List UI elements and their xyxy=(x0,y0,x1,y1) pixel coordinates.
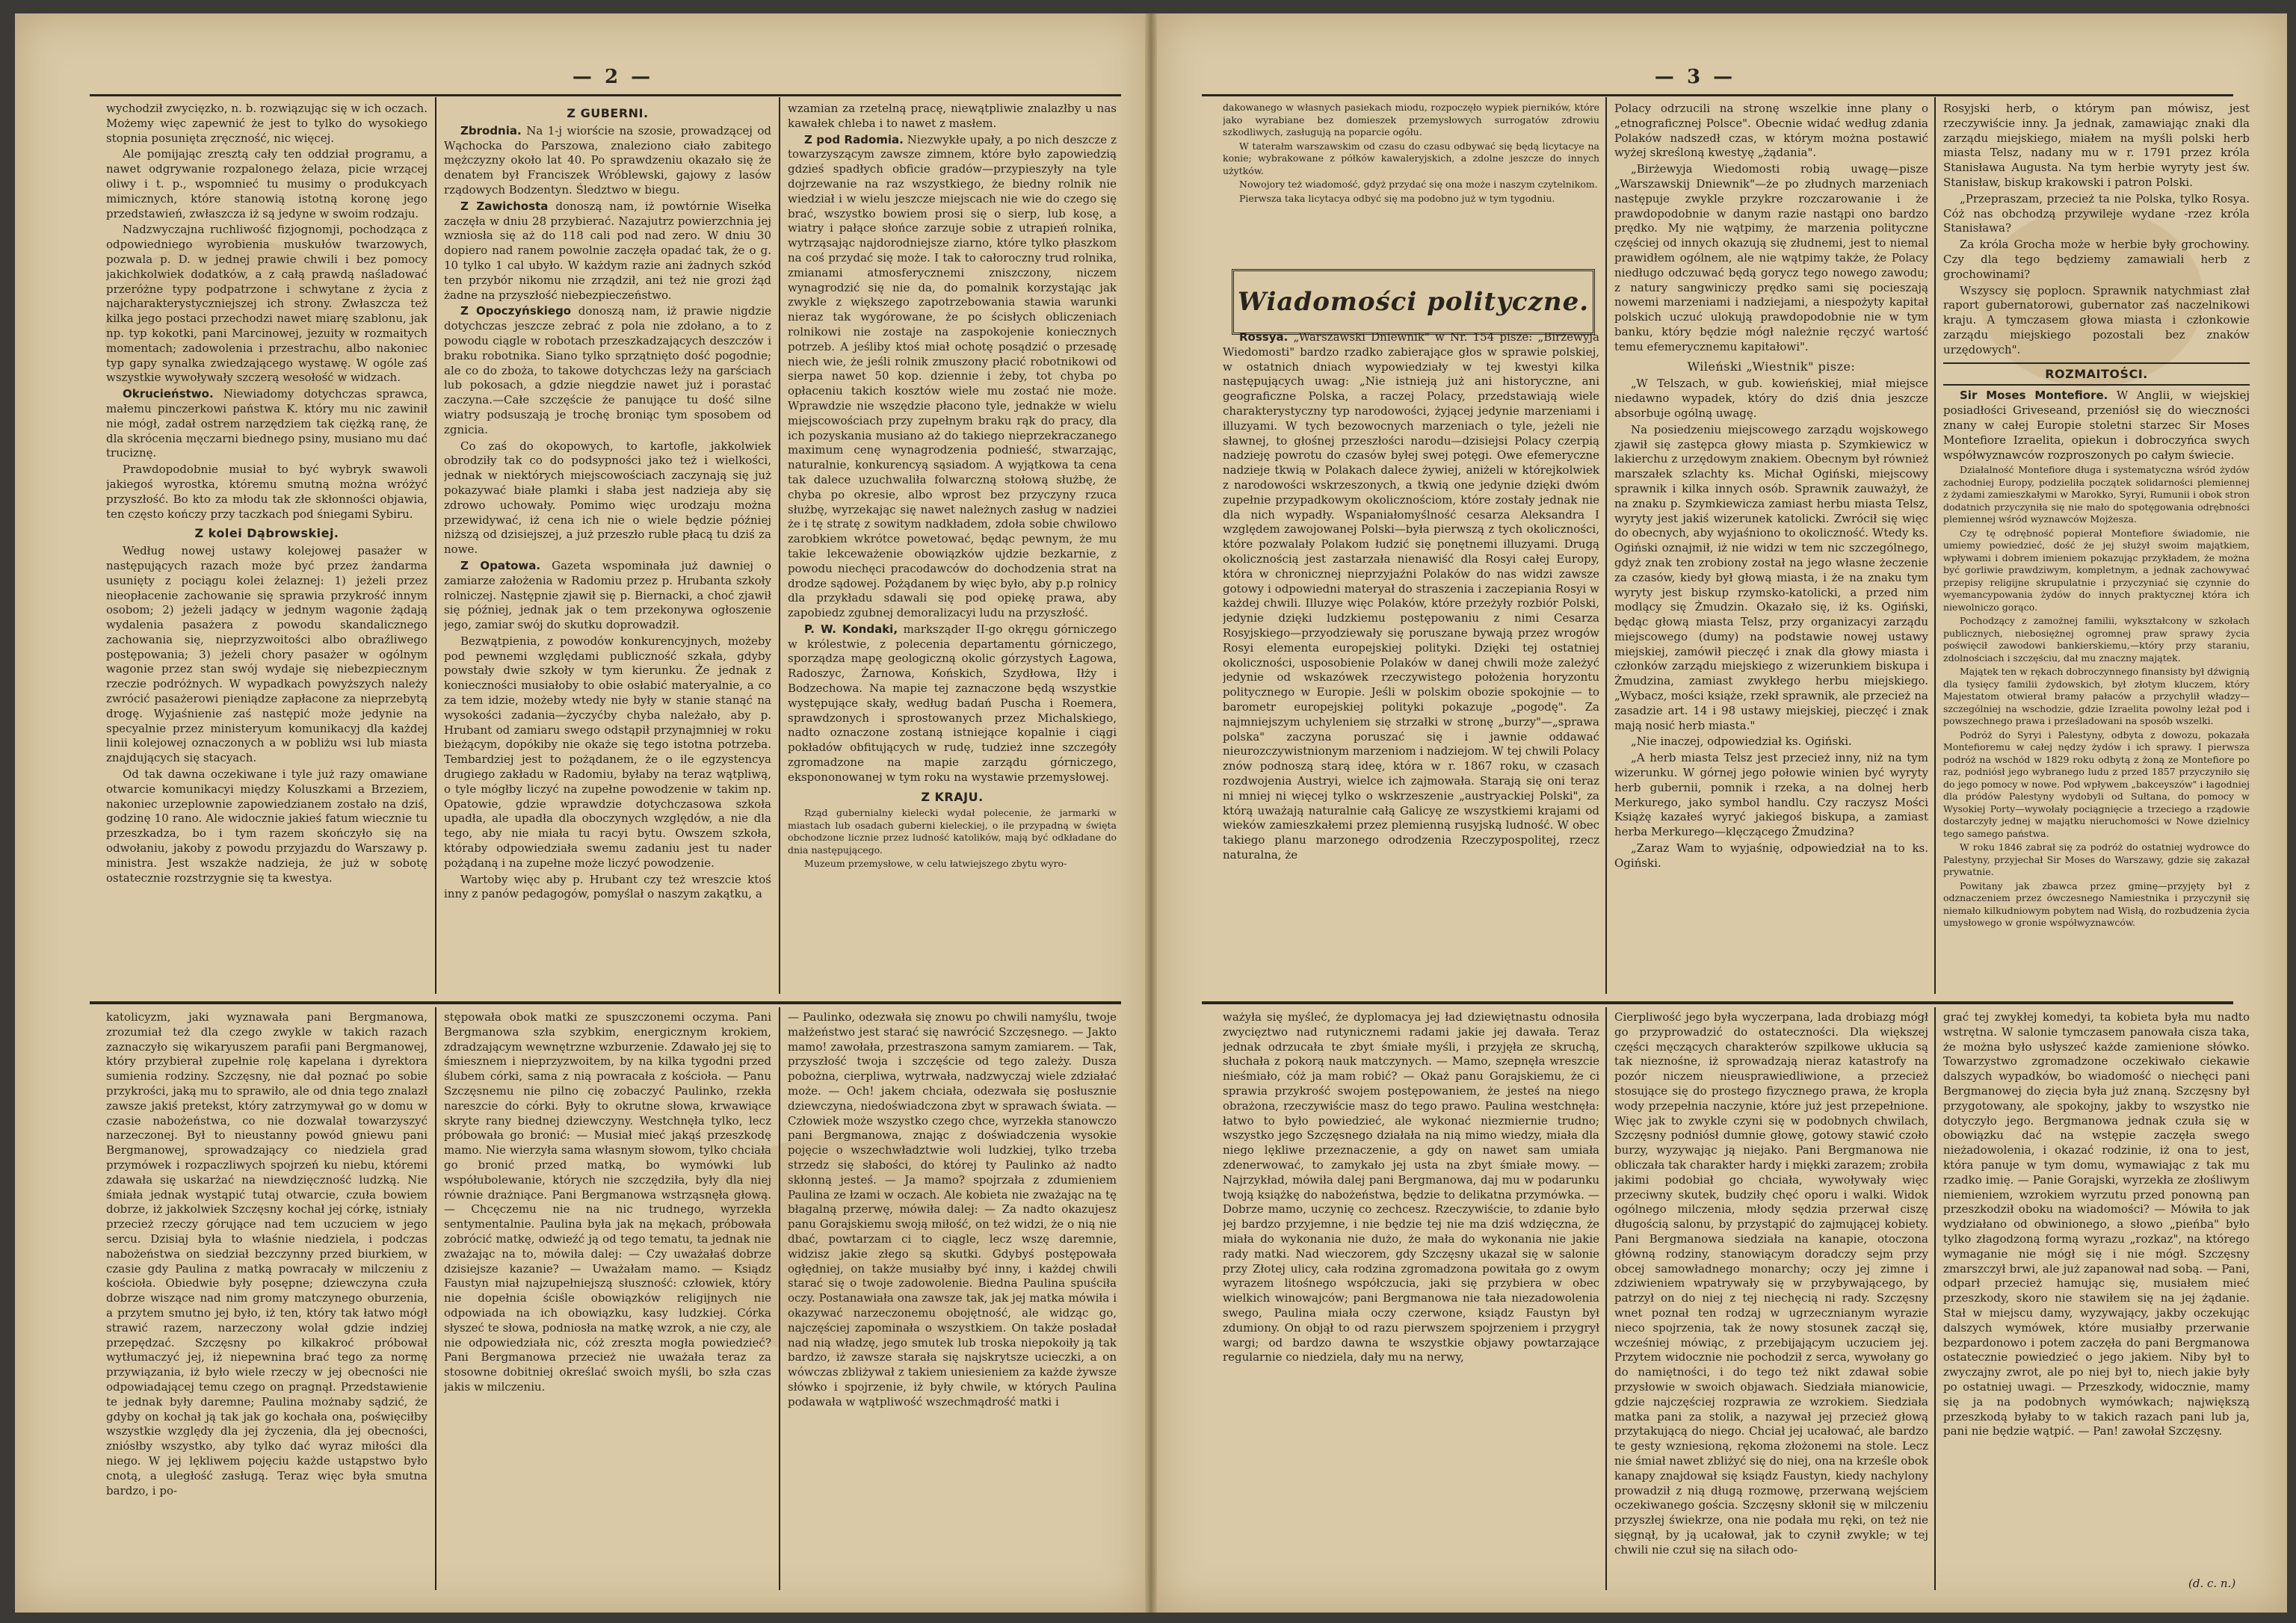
feuilleton-column-1 xyxy=(106,1010,428,1590)
paragraph: Działalność Montefiore długa i systematyczna wśród żydów zachodniej Europy, podzieliła początek solidarności plemiennej z żydami zamieszkałymi w Marokko, Syryi, Rumunii i obok stron dodatnich przyczyniła się nie mało do spotęgowania odrębności plemiennej wśród wyznawców Mojżesza. xyxy=(1943,464,2250,525)
column-rule xyxy=(1934,1007,1936,1590)
paragraph: Polacy odrzucili na stronę wszelkie inne plany o „etnograficznej Polsce". Obecnie widać według zdania Polaków nadszedł czas, w którym można postawić wyżej skreśloną kwestyę „żądania". xyxy=(1614,102,1928,160)
paragraph: Wartoby więc aby p. Hrubant czy też wreszcie ktoś inny z panów pedagogów, pomyślał o naszym zakątku, a xyxy=(444,872,771,901)
item-lead: Zbrodnia. xyxy=(460,123,522,137)
paragraph: Wszyscy się poplocn. Sprawnik natychmiast złał raport gubernatorowi, gubernator zaś naczelnikowi kraju. A tymczasem głowa miasta i członkowie zarządu miejskiego pozostali bez znaków urzędowych". xyxy=(1943,283,2250,356)
paragraph: „Przepraszam, przecież ta nie Polska, tylko Rosya. Cóż nas obchodzą przywileje wydane -rzez króla Stanisława? xyxy=(1943,191,2250,235)
paragraph: Ale pomijając zresztą cały ten oddział programu, a nawet odgrywanie rozpalonego żelaza, picie wrzącej oliwy i t. p., wspomnieć tu musimy o produkcyach mimicznych, które stanowią istotną koronę jego przedstawień, zwłaszcza iż są jedyne w swoim rodzaju. xyxy=(106,147,428,220)
column-1 xyxy=(1223,330,1599,995)
feuilleton-rule xyxy=(1202,1001,2233,1004)
section-heading: Z GUBERNI. xyxy=(567,106,649,120)
paragraph: — Paulinko, odezwała się znowu po chwili namyślu, twoje małżeństwo jest starać się nawrócić Szczęsnego. — Jakto mamo! zawołała, przestraszona samym zamiarem. — Tak, przyszłość twoja i szczęście od tego zależy. Dusza pobożna, cierpliwa, wytrwała, nadzwyczaj wiele zdziałać może. — Och! jakem chciała, odezwała się posłusznie dziewczyna, niedoświadczona zbyt w sprawach świata. — Człowiek może wszystko czego chce, wyrzekła stanowczo pani Bergmanowa, znając z doświadczenia wysokie pojęcie o wszechwładztwie woli ludzkiej, tylko trzeba strzedz się słabości, do której ty Paulinko aż nadto skłonną jesteś. — Ja mamo? spojrzała z zdumieniem Paulina ze łzami w oczach. Ale kobieta nie zważając na tę błagalną przerwę, mówiła dalej: — Za nadto okazujesz panu Gorajskiemu swoją miłość, on też widzi, że o nią nie dbać, powtarzam ci to ciągle, lecz wszę daremnie, widzisz jakie złego są skutki. Gdybyś postępowała ogłędniej, on także musiałby być inny, i każdej chwili starać się o twoje zadowolenie. Biedna Paulina spuściła oczy. Postanawiała ona zawsze tak, jak jej matka mówiła i okazywać narzeczonemu obojętność, ale widząc go, najczęściej zapominała o wszystkiem. On także posładał nad nią władzę, jego smutek lub troska niepokoiły ją tak bardzo, iż zawsze starała się najskrytsze ucieczki, a on wówczas zbliżywał z takiem uniesieniem za każde żywsze słówko i spojrzenie, iż były chwile, w których Paulina podawała w wątpliwość wszechmądrość matki i xyxy=(788,1010,1117,1409)
paragraph: Podróż do Syryi i Palestyny, odbyta z dowozu, pokazała Montefioremu w całej nędzy żydów i ich sprawy. I pierwsza podróż na wschód w 1829 roku odbytą z żoną ze Montefiore po raz, podniósł jego wybranego ludu z przed 1857 przyczyniło się do jego pomocy w nowe. Pod wpływem „bakceyszów" i łagodniej dla pródów Palestyny wydobyli od Sułtana, do pomocy w Wysokiej Porty—wywołały pociągnięcie a trzeciego a rządowie dostarczyły jednej w majątku nieruchomości w Nowe dzielnicy tego samego państwa. xyxy=(1943,729,2250,839)
news-item xyxy=(444,304,771,437)
feuilleton-column-2 xyxy=(444,1010,771,1590)
paragraph: Cierpliwość jego była wyczerpana, lada drobiazg mógł go przyprowadzić do ostateczności. Dla większej części męczących charakterów szpilkowe ukłucia są tak nieznośne, iż sprowadzają nieraz katastrofy na pozór niczem nieusprawiedliwione, a przecież stosujące się do prostego fizycznego prawa, że kropla wody przepełnia naczynie, które już jest przepełnione. Więc jak to zwykle czyni się w podobnych chwilach, Szczęsny podniósł dumnie głowę, gotowy stawić czoło burzy, wyzywając ją niejako. Pani Bergmanowa nie obliczała tak charakter hardy i miękki zarazem; zrobiła jakimi podobiał go chciała, wywoływały więc przeciwny skutek, budziły chęć oporu i walki. Widok ogólnego milczenia, młody sędzia przerwał ciszę długością salonu, by przystąpić do zajmującej kobiety. Pani Bergmanowa siedziała na kanapie, otoczona główną rodziny, stanowiącym doradczy sejm przy obcej samowładnego monarchy; oczy jej zimne i zdziwieniem wpatrywały się w przybywającego, by patrzył on do niej z tej niechęcią ni rady. Szczęsny wnet poznał ten rodzaj w ugrzecznianym wyrazie nieco spojrzenia, tak że nowy stosunek zaczął się, wcześniej mówiąc, z przebijającym uczuciem jej. Przytem widocznie nie pochodził z serca, wywołany go do namiętności, i do tego też nikt zdawał sobie przysłowie w swoich objawach. Siedziała mianowicie, gdzie najczęściej rozprawia ze wzrokiem. Siedziała matka pani za stolik, a nazywał jej przecież głową przytakującą do niego. Chciał jej ucałować, ale bardzo te gesty wzniesioną, rękoma złożonemi na stole. Lecz nie śmiał nawet zbliżyć się do niej, ona na krześle obok kanapy znajdował się ksiądz Faustyn, kiedy nachylony prowadził z nią długą rozmowę, przerwaną wejściem oczekiwanego gościa. Szczęsny skłonił się w milczeniu przyszłej świekrze, ona nie podała mu ręki, on też nie sięgnął, by ją ucałował, jak to czynił zwykle; w tej chwili nie czuł się na siłach odo- xyxy=(1614,1010,1928,1556)
section-heading: Z kolei Dąbrowskiej. xyxy=(194,526,339,541)
top-rule xyxy=(90,94,1121,96)
small-note: dakowanego w własnych pasiekach miodu, rozpoczęło wypiek pierników, które jako wyrabiane bez domieszek przemysłowych surrogatów zdrowiu szkodliwych, zasługują na poparcie ogółu. xyxy=(1223,102,1599,137)
column-3 xyxy=(788,102,1117,995)
paragraph: Rosyjski herb, o którym pan mówisz, jest rzeczywiście inny. Ja jednak, zamawiając znaki dla zarządu miejskiego, miałem na myśli polski herb miasta Telsz, nadany mu w r. 1791 przez króla Stanisława Augusta. Na tym herbie wyryty jest św. Stanisław, biskup krakowski i patron Polski. xyxy=(1943,102,2250,189)
paragraph: Nadzwyczajna ruchliwość fizjognomji, pochodząca z odpowiedniego wyrobienia muskułów twarzowych, pozwala p. D. w jednej prawie chwili i bez pomocy jakichkolwiek dodatków, a z całą prawdą naśladować przeróżne typy podpatrzone i schwytane z życia z najcharakterystyczniejszej ich strony. Zwłaszcza też kilka jego postaci przechodzi nawet miarę szablonu, jak np. typ kokotki, pani Marcinowej, jezuity w rozmaitych momentach; zadowolenia i przestrachu, albo nakoniec typ gapy synalka zwiedzającego wystawę. W ogóle zaś wszystkie wywoływały szczerą wesołość w widzach. xyxy=(106,223,428,385)
paragraph: stępowała obok matki ze spuszczonemi oczyma. Pani Bergmanowa szła szybkim, energicznym krokiem, zdradzającym wewnętrzne wzburzenie. Zdawało jej się to śmiesznem i nieprzyzwoitem, by na kilka tygodni przed ślubem córki, sama z nią powracała z kościoła. — Panu Szczęsnemu nie pilno cię zobaczyć Paulinko, rzekła nareszcie do córki. Były to okrutne słowa, krwawiące skryte rany biednej dziewczyny. Westchnęła tylko, lecz próbowała go bronić: — Musiał mieć jakąś przeszkodę mamo. Nie wierzyła sama własnym słowom, tylko chciała go bronić przed matką, bo wymówki lub współubolewanie, których nie szczędziła, były dla niej równie drażniące. Pani Bergmanowa wstrząsnęła głową. — Chcęczemu nie na nic trudnego, wyrzekła sentymentalnie. Paulina była jak na mękach, próbowała zobrócić matkę, odwieźć ją od tego tematu, ta jednak nie zważając na to, mówiła dalej: — Czy uważałaś dobrze dzisiejsze kazanie? — Uważałam mamo. — Ksiądz Faustyn miał najzupełniejszą słuszność: człowiek, który nie dopełnia ściśle obowiązków religijnych nie odpowiada na ich obowiązku, kasy ludzkiej. Córka słyszeć te słowa, podniosła na matkę wzrok, a nie czy, ale nie odpowiedziała nic, cóż zreszta mogła powiedzieć? Pani Bergmanowa przecież nie uważała teraz za stosowne dobitniej określać swoich myśli, bo szła czas jakis w milczeniu. xyxy=(444,1010,771,1394)
left-page xyxy=(15,13,1145,1613)
paragraph: „A herb miasta Telsz jest przecież inny, niż na tym wizerunku. W górnej jego połowie winien być wyryty herb gubernii, pomnik i rzeka, a na dolnej herb Merkurego, jako symbol handlu. Czy raczysz Mości Książę kazałeś wyryć jakiegoś biskupa, a zamiast herba Merkurego—klęczącego Żmudzina? xyxy=(1614,751,1928,839)
item-text: Niezwykłe upały, a po nich deszcze z towarzyszącym zawsze zimnem, które było zapowiedzią gdzieś spadłych obficie gradów—przypieszyły na tyle dojrzewanie na raz wszystkiego, że biedny rolnik nie wiedział i w wielu jeszcze miejscach nie wie do czego się brać, wszystko bowiem prosi się o sierp, lub kosę, a wiatry i pałące słońce zarzuje sobie z utrapień rolnika, wytrząsając najdorodniejsze ziarno, które tylko płaszkom na coś przydać się może. I tak to całoroczny trud rolnika, zmianami atmosferycznemi zniszczony, niczem wynagrodzić się nie da, do pomalnik korzystając jak zwykle z większego zapotrzebowania stawia warunki nieraz tak wygórowane, że po ścisłych obliczeniach rolnikowi nie zostaje na zaspokojenie koniecznych potrzeb. A jeśliby ktoś miał ochotę posądzić o przesadę niech wie, że jeśli rolnik zmuszony płacić robotnikowi od sierpa nawet 50 kop. dziennie i żeby, tot chyba po opłaceniu takich kosztów wiele mu zostać nie może. Wprawdzie nie wszędzie płacono tyle, jednakże w wielu miejscowościach przy zupełnym braku rąk do pracy, dla ich pozyskania musiano aż do takiego nieprzekraczanego maximum cenę wynagrodzenia podnieść, stwarzając, naturalnie, konkurencyą sąsiadom. A wyjątkowa ta cena tak dalece uzuchwaliła folwarczną stołową służbę, że chyba po okresie, albo wprost bez przyczyny rzuca służbę, wyrzekając się nawet należnych zasług w nadziei że i tę stratę z sowitym nadkładem, zdoła sobie chwilowo zarobkiem wkrótce powetować, będąc pewnym, że mu takie lekceważenie obowiązków ujdzie bezkarnie, z powodu niechęci pracodawców do dochodzenia strat na drodze sądowej. Pożądanem by więc było, aby p.p rolnicy dla przykładu sdawali się pod opiekę prawa, aby zapobiedz zgubnej demoralizacyi ludu na przyszłość. xyxy=(788,132,1117,620)
small-note: W taterałm warszawskim od czasu do czasu odbywać się będą licytacye na konie; wybrakowane z półków kawaleryjskich, a zdolne jeszcze do innych użytków. xyxy=(1223,140,1599,176)
feuilleton-column-3 xyxy=(788,1010,1117,1590)
section-subheading: Wileński „Wiestnik" pisze: xyxy=(1687,359,1856,374)
item-lead: Z Zawichosta xyxy=(460,199,549,213)
news-item xyxy=(788,133,1117,621)
paragraph: Na posiedzeniu miejscowego zarządu wojskowego zjawił się zastępca głowy miasta p. Szymkiewicz w lakierchu z urzędowym znakiem. Obecnym był również marszałek szlachty ks. Michał Ogiński, miejscowy sprawnik i kilka innych osób. Sprawnik zauważył, że na znaku p. Szymkiewicza zamiast herbu miasta Telsz, wyryty jest jakiś wizerunek katolicki. Zwrócił się więc do obecnych, aby wyjaśniono to okoliczność. Wtedy ks. Ogiński oznajmił, iż nie widzi w tem nic szczególnego, gdyż znak ten zrobiony został na jego własne żeczenie za czasów, kiedy był głową miasta, i że na znaku tym wyryty jest biskup rzymsko-katolicki, a przed nim modlący się Żmudzin. Okazało się, iż ks. Ogiński, będąc głową miasta Telsz, przy organizacyi zarządu miejscowego (dumy) na podstawie nowej ustawy miejskiej, zamówił pieczęć i znak dla głowy miasta i członków zarządu miejskiego z wizerunkiem biskupa i Żmudzina, zamiast zwykłego herbu miejskiego. „Wybacz, mości książe, rzekł sprawnik, ale przecież na zasadzie art. 14 i 98 ustawy miejskiej, pieczęć i znak mają nosić herb miasta." xyxy=(1614,422,1928,732)
right-page-content xyxy=(1157,13,2287,1613)
item-text: W Anglii, w wiejskiej posiadłości Griveseand, przeniósł się do wieczności znany w całej Europie stoletni starzec Sir Moses Montefiore Izraelita, opiekun i dobroczyńca swych współwyznawców rozproszonych po całym świecie. xyxy=(1943,389,2250,462)
paragraph: wzamian za rzetelną pracę, niewątpliwie znalazłby u nas kawałek chleba i to nawet z masłem. xyxy=(788,102,1117,130)
paragraph: Prawdopodobnie musiał to być wybryk swawoli jakiegoś wyrostka, któremu smutną można wróżyć przyszłość. Bo kto za młodu tak złe skłonności objawia, ten często kończy przy taczkach pod śniegami Sybiru. xyxy=(106,463,428,521)
paragraph: Powitany jak zbawca przez gminę—przyjęty był z odznaczeniem przez ówczesnego Namiestnika i przyczynił się niemało kilkudniowym pobytem nad Wisłą, do rozbudzenia życia umysłowego w gronie współwyznawców. xyxy=(1943,879,2250,929)
small-note: Pierwsza taka licytacya odbyć się ma podobno już w tym tygodniu. xyxy=(1239,192,1555,204)
paragraph: Za króla Grocha może w herbie były grochowiny. Czy dla tego będziemy zamawiali herb z grochowinami? xyxy=(1943,238,2250,281)
paragraph: „Nie inaczej, odpowiedział ks. Ogiński. xyxy=(1631,735,1852,749)
item-text: Niewiadomy dotychczas sprawca, małemu pinczerkowi państwa K. który mu nic zawinił nie mógł, zadał ostrem narzędziem tak ciężką ranę, że dla skrócenia męczarni biednego psiny, musiano mu dać truciznę. xyxy=(106,387,428,460)
feuilleton-column-3 xyxy=(1943,1010,2250,1571)
column-2 xyxy=(1614,102,1928,995)
item-text: Gazeta wspominała już dawniej o zamiarze założenia w Radomiu przez p. Hrubanta szkoły rolniczej. Następnie zjawił się p. Biernacki, a choć zjawił się później, jednak jak o tem przekonywa ogłoszenie jego, zamiar swój do skutku doprowadził. xyxy=(444,558,771,632)
column-rule xyxy=(435,1007,436,1590)
paragraph: Czy tę odrębność popierał Montefiore świadomie, nie umiemy powiedzieć, dość że jej służył swoim majątkiem, wpływami i dobrem imieniem pokazując przykładem, że można być gorliwie prawdziwym, kompletnym, a jednak zachowywać przepisy religijne skrupulatnie i przyczyniać się czynnie do wyemancypowania żydów do innych praktycznej która ich niewolniczo gorąco. xyxy=(1943,527,2250,613)
column-2 xyxy=(444,102,771,995)
paragraph: Od tak dawna oczekiwane i tyle już razy omawiane otwarcie komunikacyi między Koluszkami a Brzeziem, nakoniec urzeplownie zapowiedzianem zostało na dziś, godzinę 10 rano. Ale widocznie jakieś fatum wiecznie tu przeszkadza, bo i tym razem skończyło się na odwołaniu, jakoby z powodu przyjazdu do Warszawy p. ministra. Jest wszakże nadzieja, że już w sobotę ostatecznie rozstrzygnie się ta kwestya. xyxy=(106,767,428,885)
item-lead: Rossya. xyxy=(1239,330,1289,344)
continued-note: (d. c. n.) xyxy=(2188,1577,2236,1590)
item-text: donoszą nam, iż prawie nigdzie dotychczas jeszcze zebrać z pola nie zdołano, a to z powodu ciągle w robotach przeszkadzających deszczów i braku robotnika. Siano tylko sprzątnięto dość pogodnie; ale co do zboża, to takowe dotychczas leży na garściach lub pokosach, a gdzie niegdzie nawet już i porastać zaczyna.—Całe szczęście że panujące tu dość silne wiatry podsuszają je trochę broniąc tym sposobem od zgnicia. xyxy=(444,304,771,436)
column-rule xyxy=(1605,1007,1607,1590)
paragraph: „Zaraz Wam to wyjaśnię, odpowiedział na to ks. Ogiński. xyxy=(1614,841,1928,870)
paragraph: ważyła się myśleć, że dyplomacya jej ład dziewiętnastu odnosiła zwycięztwo nad rutynicznemi radami jakie jej dawała. Teraz jednak odrzucała te zbyt śmiałe myśli, i przyjęła ze skruchą, słuchała z pokorą nauk matczynych. — Mamo, szepnęła wreszcie nieśmiało, cóż ja mam robić? — Okaż panu Gorajskiemu, że ci sprawia przykrość swojem postępowaniem, że jesteś na niego obrażona, rzeczywiście masz do tego prawo. Paulina westchnęła: łatwo to było powiedzieć, ale wykonać niezmiernie trudno; wszystko jego Szczęsnego działała na nią mimo wiedzy, miała dla niego lękliwe przeznaczenie, a gdy on nawet sam umiała zdenerwować, to zamykało jej usta na zbyt śmiałe mowy. — Najrzykład, mówiła dalej pani Bergmanowa, daj mu w podarunku twoją książkę do nabożeństwa, będzie to delikatna przymówka. — Dobrze mamo, uczynię co zechcesz. Rzeczywiście, to zdanie było jej bardzo przyjemne, i nie będzie tej nie ma dziś wdzięczna, że miała do wykonania nie dużo, że mała do wykonania nie jakie rady matki. Nad wieczorem, gdy Szczęsny ukazał się w salonie przy Złotej ulicy, cała rodzina zgromadzona powitała go z owym wyrazem litośnego współczucia, jaki się przybiera w obec wielkich winowajców; pani Bergmanowa nie tała niezadowolenia swego, Paulina miała oczy czerwone, ksiądz Faustyn był zdumiony. On objął to od razu pierwszem spojrzeniem i przygrył wargi; od bardzo dawna te wszystkie objawy powtarzające regularnie co niedziela, dały mu na nerwy, xyxy=(1223,1010,1599,1364)
news-item xyxy=(1943,389,2250,463)
newspaper-spread xyxy=(15,13,2287,1613)
small-note: Muzeum przemysłowe, w celu łatwiejszego zbytu wyro- xyxy=(804,858,1067,870)
paragraph: „Birżewyja Wiedomosti robią uwagę—pisze „Warszawskij Dniewnik"—że po złudnych marzeniach następuje zwykle przykre rozczarowanie i że prawdopodobnie w danym razie nastąpi ono bardzo prędko. My nie wątpimy, że marzenia polityczne częściej od innych okazują się złudnemi, jest to niemal prawidłem ogólnem, ale nie wątpimy także, że Polacy niedługo odczuwać będą gorycz tego nowego zawodu; z natury sangwiniczy prędko sami się pocieszają nowemi marzeniami i nadziejami, a niespożyty kapitał polskich uczuć ulokują prawdopodobnie nie w tym banku, który będzie mógł należnie ręczyć wartość temu efemerycznemu kapitałowi". xyxy=(1614,162,1928,353)
feuilleton-rule xyxy=(90,1001,1121,1004)
section-banner: Wiadomości polityczne. xyxy=(1232,269,1595,335)
paragraph: Majątek ten w rękach dobroczynnego finansisty był dźwignią dla tysięcy familii żydowskich, był złotym kluczem, który Majestatom otwierał bramy pałaców a przychylił władzy—szczególniej na wschodzie, gdzie Izraelita powolny leżał pod i powszechnego prawa i prześladowani na sposób wszelki. xyxy=(1943,666,2250,727)
column-1 xyxy=(106,102,428,995)
news-item xyxy=(788,622,1117,785)
column-rule xyxy=(435,97,436,994)
item-text: marksząder II-go okręgu górniczego w królestwie, z polecenia departamentu górniczego, sporządza mapę geologiczną okolic górzystych Łagowa, Radoszyc, Żarnowa, Końskich, Szydłowa, Iłży i Bodzechowa. Na mapie tej zaznaczone będą wszystkie występujące skały, według badań Puscha i Roemera, sprawdzonych i sprostowanych przez Michalskiego, nadto oznaczone zostaną istniejące kopalnie i ciągi pokładów obfitujących w rudę, tudzież inne szczegóły zgromadzone na mapie zarządu górniczego, ekspononowanej w tym roku na wystawie przemysłowej. xyxy=(788,622,1117,784)
item-text: donoszą nam, iż powtórnie Wisełka zaczęła w dniu 28 przybierać. Nazajutrz powierzchnia jej wzniosła się aż do 118 cali pod nad zero. W dniu 30 dopiero nad ranem powolnie zaczęła opadać tak, że o g. 10 tylko 1 cal ubyło. W każdym razie ani żadnych szkód ten przybór nikomu nie zrządził, ani też nie grozi żąd żadne na przyszłość niebezpieczeństwo. xyxy=(444,199,771,302)
item-text: „Warszawski Dniewnik" w Nr. 154 pisze: „Birżewyja Wiedomosti" bardzo rzadko zabierające głos w sprawie polskiej, w ostatnich dniach wypowiedziały w tej kwestyi kilka następujących uwag: „Nie istnieją już ani historyczne, ani geograficzne Polska, a raczej Polacy, przedstawiają wiele charakterystyczny typ narodowości, żyjącej jedynie marzeniami i illuzyami. W tych bezowocnych marzeniach o tyle, jeżeli nie sławnej, to głośnej przeszłości narodu—dzisiejsi Polacy czerpią nadzieję powrotu do czasów byłej swej potęgi. Owe efemeryczne nadzieje tkwią w Polakach dalece żywiej, aniżeli w którejkolwiek z narodowości wskrzeszonych, a tkwią one jedynie dzięki dwóm zupełnie przypadkowym okolicznościom, które zostały jednak nie dla nich wypadły. Wspaniałomyślność cesarza Aleksandra I względem zawojowanej Polski—była pierwszą z tych okoliczności, które pozwalały Polakom łudzić się ponętnemi illuzyami. Drugą okolicznością jest zastarzała nienawiść dla Rosyi całej Europy, która w chronicznej nieprzyjaźni Polaków do nas widzi zawsze gotowy i odpowiedni materyał do straszenia i zaczepiania Rosyi w każdej chwili. Illuzye więc Polaków, które przeżyły rozbiór Polski, jedynie dzięki ludzkiemu postępowaniu z nimi Cesarza Rosyjskiego—przyodziewały się poruszane bywają przez wrogów Rosyi elementa europejskiej polityki. Dzięki tej ostatniej okoliczności, usposobienie Polaków w danej chwili może zależyć jedynie od wskazówek rzeczywistego położenia horyzontu politycznego w Europie. Jeśli w polskim obozie spokojnie — to barometr europejskiej polityki pokazuje „pogodę". Za najmniejszym uchyleniem się strzałki w stronę „burzy"—„sprawa polska" zaczyna poruszać się i jawnie oddawać nieurozczywistnionym marzeniom i nadziejom. W tej chwili Polacy znów podnoszą starą ideę, która w r. 1867 roku, w czasach rozdwojenia Austryi, wielce ich zajmowała. Starają się oni teraz ni mniej ni więcej tylko o wskrzeszenie „austryackiej Polski", za którą uważają naturalnie całą Galicyę ze wszystkiemi krajami od wieków zamieszkałemi przez plemienną rusyjską ludność. W obec takiego planu marzonego odrodzenia Rzeczypospolitej, rzecz naturalna, że xyxy=(1223,330,1599,862)
news-item xyxy=(1223,330,1599,863)
item-text: Na 1-j wiorście na szosie, prowadzącej od Wąchocka do Parszowa, znaleziono ciało zabitego mężczyzny około lat 40. Po sprawdzeniu okazało się że denatem był Franciszek Wróblewski, gajowy z lasów rządowych Bodzentyn. Śledztwo w biegu. xyxy=(444,123,771,197)
news-item xyxy=(444,124,771,198)
column-3 xyxy=(1943,102,2250,995)
small-note: Nowojory też wiadomość, gdyż przydać się ona może i naszym czytelnikom. xyxy=(1239,179,1598,190)
paragraph: Według nowej ustawy kolejowej pasażer w następujących razach może być przez żandarma usunięty z pociągu kolei żelaznej: 1) jeżeli przez nieopłacenie zachowanie się sprawia przykrość innym osobom; 2) jeżeli jadący w jednym wagonie żądają wydalenia pasażera z powodu skandalicznego zachowania się, nieprzyzwoitości albo obraźliwego postępowania; 3) jeżeli chory pasażer w ogólnym wagonie przez stan swój wydaje się niebezpiecznym rzeczie podróżnych. W wypadkach powyższych należy zwrócić pasażerowi pieniądze zapłacone za nieprzebytą drogę. Wyjaśnienie zaś następić może jedynie na specyalnie przez ministeryum komunikacyj dla każdej linii kolejowej oznaczonych a w pobliżu wsi lub miasta znajdujących się stacyach. xyxy=(106,544,428,765)
item-lead: Z pod Radomia. xyxy=(804,132,904,146)
paragraph: W roku 1846 zabrał się za podróż do ostatniej wydrowce do Palestyny, przyjechał Sir Moses do Warszawy, gdzie się zakazał prywatnie. xyxy=(1943,841,2250,878)
item-lead: Sir Moses Montefiore. xyxy=(1960,389,2108,403)
feuilleton-column-2 xyxy=(1614,1010,1928,1590)
small-note: Rząd gubernialny kielecki wydał polecenie, że jarmarki w miastach lub osadach guberni kieleckiej, o ile przypadną w święta obchodzone licznie przez ludność katolików, mają być odkładane do dnia następującego. xyxy=(788,807,1117,856)
feuilleton-column-1 xyxy=(1223,1010,1599,1590)
paragraph: Bezwątpienia, z powodów konkurencyjnych, możeby pod pewnemi względami publiczność szkała, gdyby powstały dwie szkoły w tym kierunku. Że jednak z konieczności musiałoby to obie osłabić materyalnie, a co za tem idzie, możeby wtedy nie były w stanie stanąć na wysokości zadania—życzyćby chyba należało, aby p. Hrubant od zamiaru swego odstąpił przynajmniej w roku bieżącym, dopókiby nie okaże się tego istotna potrzeba. Tembardziej jest to pożądanem, że o ile egzystencya drugiego zakładu w Radomiu, byłaby na teraz wątpliwą, o tyle mógłby liczyć na zupełne powodzenie w takim np. Opatowie, gdzie wprawdzie dotychczasowa szkoła upadła, ale upadła dla oboczynych względów, a nie dla tego, aby nie miała tu racyi bytu. Owszem szkoła, któraby odpowiedziała swemu zadaniu jest tu nader pożądaną i na zupełne może liczyć powodzenie. xyxy=(444,634,771,870)
page-number: — 3 — xyxy=(1654,66,1736,88)
paragraph: wychodził zwycięzko, n. b. rozwiązując się w ich oczach. Możemy więc zapewnić że jest to tylko do wysokiego stopnia posunięta zręczność, nic więcej. xyxy=(106,102,428,145)
paragraph: grać tej zwykłej komedyi, ta kobieta była mu nadto wstrętna. W salonie tymczasem panowała cisza taka, że można było usłyszeć każde zamienione słówko. Towarzystwo zgromadzone oczekiwało ciekawie dalszych wypadków, bo wiadomość o niechęci pani Bergmanowej do zięcia była już znaną. Szczęsny był przygotowany, ale spokojny, jakby to wszystko nie dotyczyło jego. Bergmanowa jednak czuła się w obowiązku dać na wstępie zaczęła swego nieżadowolenia, i okazać rodzinie, iż ona to jest, która panuje w tym domu, wymawiając z tak mu rzadko imię. — Panie Gorajski, wyrzekła ze złośliwym niemieniem, wzrokiem wyrzutu przed ponowną pan przeszkodził oboku na wiadomości? — Mówiła to jak wydziałano od obwinionego, a słowo „pieńba" było tylko złagodzoną formą wyrazu „rozkaz", na którego wymaganie nie mógł się i nie mógł. Szczęsny zmarszczył brwi, ale już zapanował nad sobą. — Pani, odparł przecież hamując się, musiałem mieć przeszkody, skoro nie stawiłem się na jej żądanie. Stał w miejscu damy, wyzywający, jakby oczekując dalszych wymówek, które musiałby przerwanie bezpardonowo i potem zaczęła do pani Bergmanowa ostatecznie powiedzieć o jego jakiem. Niby był to zwyczajny zwrot, ale po niej był to, niech jakie były po ostatniej uwagi. — Przeszkody, widocznie, mamy się ja na podobnych wymówkach; największą przeszkodą byłaby to w takich razach pani lub ja, pani nie będzie wątpić. — Pan! zawołał Szczęsny. xyxy=(1943,1010,2250,1438)
paragraph: Co zaś do okopowych, to kartofle, jakkolwiek obrodziły tak co do podsypności jako też i wielkości, jednak w niektórych miejscowościach zaczynają się już pokazywać białe plamki i słaba jest nadzieja aby się zdrowo uchowały. Pomimo więc urodzaju można przewidywać, iż cena ich nie o wiele będzie później niższą od dzisiejszej, a już przeszło ruble płacą tu dziś za nowe. xyxy=(444,439,771,557)
news-item xyxy=(444,559,771,633)
paragraph: Pochodzący z zamożnej familii, wykształcony w szkołach publicznych, niebosiężnej ogromnej praw sprawy życia poświęcił zawodowi bankierskiemu,—który przy staraniu, zdolnościach i szczęściu, dał mu znaczny majątek. xyxy=(1943,615,2250,664)
news-item xyxy=(106,387,428,461)
section-heading: Z KRAJU. xyxy=(921,789,984,804)
page-number: — 2 — xyxy=(572,66,654,88)
item-lead: P. W. Kondaki, xyxy=(804,622,898,636)
news-item xyxy=(444,200,771,303)
column-rule xyxy=(779,1007,780,1590)
column-rule xyxy=(779,97,780,994)
section-heading: ROZMAITOŚCI. xyxy=(1943,362,2250,386)
item-lead: Z Opoczyńskiego xyxy=(460,304,572,318)
paragraph: „W Telszach, w gub. kowieńskiej, miał miejsce niedawno wypadek, który do dziś dnia jeszcze absorbuje ogólną uwagę. xyxy=(1614,377,1928,420)
center-fold xyxy=(1145,13,1157,1613)
paragraph: katolicyzm, jaki wyznawała pani Bergmanowa, zrozumiał też dla czego zwykle w takich razach zaznaczyło się wikaryuszem parafii pani Bergmanowej, który przybierał zupełnie rolę kapelana i dyrektora sumienia rodziny. Szczęsny, nie dał poznać po sobie przykrości, jaką mu to sprawiło, ale od dnia tego znalazł zawsze jakiś pretekst, który zatrzymywał go w domu w czasie nabożeństwa, co nie dozwalał towarzyszyć narzeczonej. Był to nieustanny powód gniewu pani Bergmanowej, sprowadzający co niedziela grad przymówek i rozpaczliwych spojrzeń ku niebu, któremi zdawała się uskarżać na niewdzięczność ludzką. Nie śmiała jednak wystąpić tutaj otwarcie, czuła bowiem dobrze, iż jakkolwiek Szczęsny kochał jej córkę, istniały przecież rzeczy górujące nad tem uczuciem w jego sercu. Dzisiaj była to właśnie niedziela, i podczas nabożeństwa on siedział bezczynny przed biurkiem, w czasie gdy Paulina z matką powracały w milczeniu z kościoła. Obiedwie były posępne; dziewczyna czuła dobrze wiszące nad nim gromy matczynego oburzenia, a przytem smutno jej było, iż ten, który tak łatwo mógł strawić razem, narzeczony wolał gdzie indziej przepędzać. Szczęsny po kilkakroć próbował wytłumaczyć jej, iż niepewnina brać tego za normę przywiązania, iż było wiele rzeczy w jej obecności nie odpowiadającej temu czego on pragnął. Przedstawienie te jednak były daremne; Paulina możnaby sądzić, że gdyby on kochał ją tak jak go kochała ona, poświęciłby wszystkie względy dla jej życzenia, dla jej obecności, zniósłby wszystko, aby tylko dać wyraz miłości dla niego. W jej lękliwem pojęciu każde ustąpstwo było cnotą, a uległość zasługą. Teraz więc była smutna bardzo, i po- xyxy=(106,1010,428,1497)
item-lead: Z Opatowa. xyxy=(460,558,541,572)
item-lead: Okrucieństwo. xyxy=(123,387,214,401)
